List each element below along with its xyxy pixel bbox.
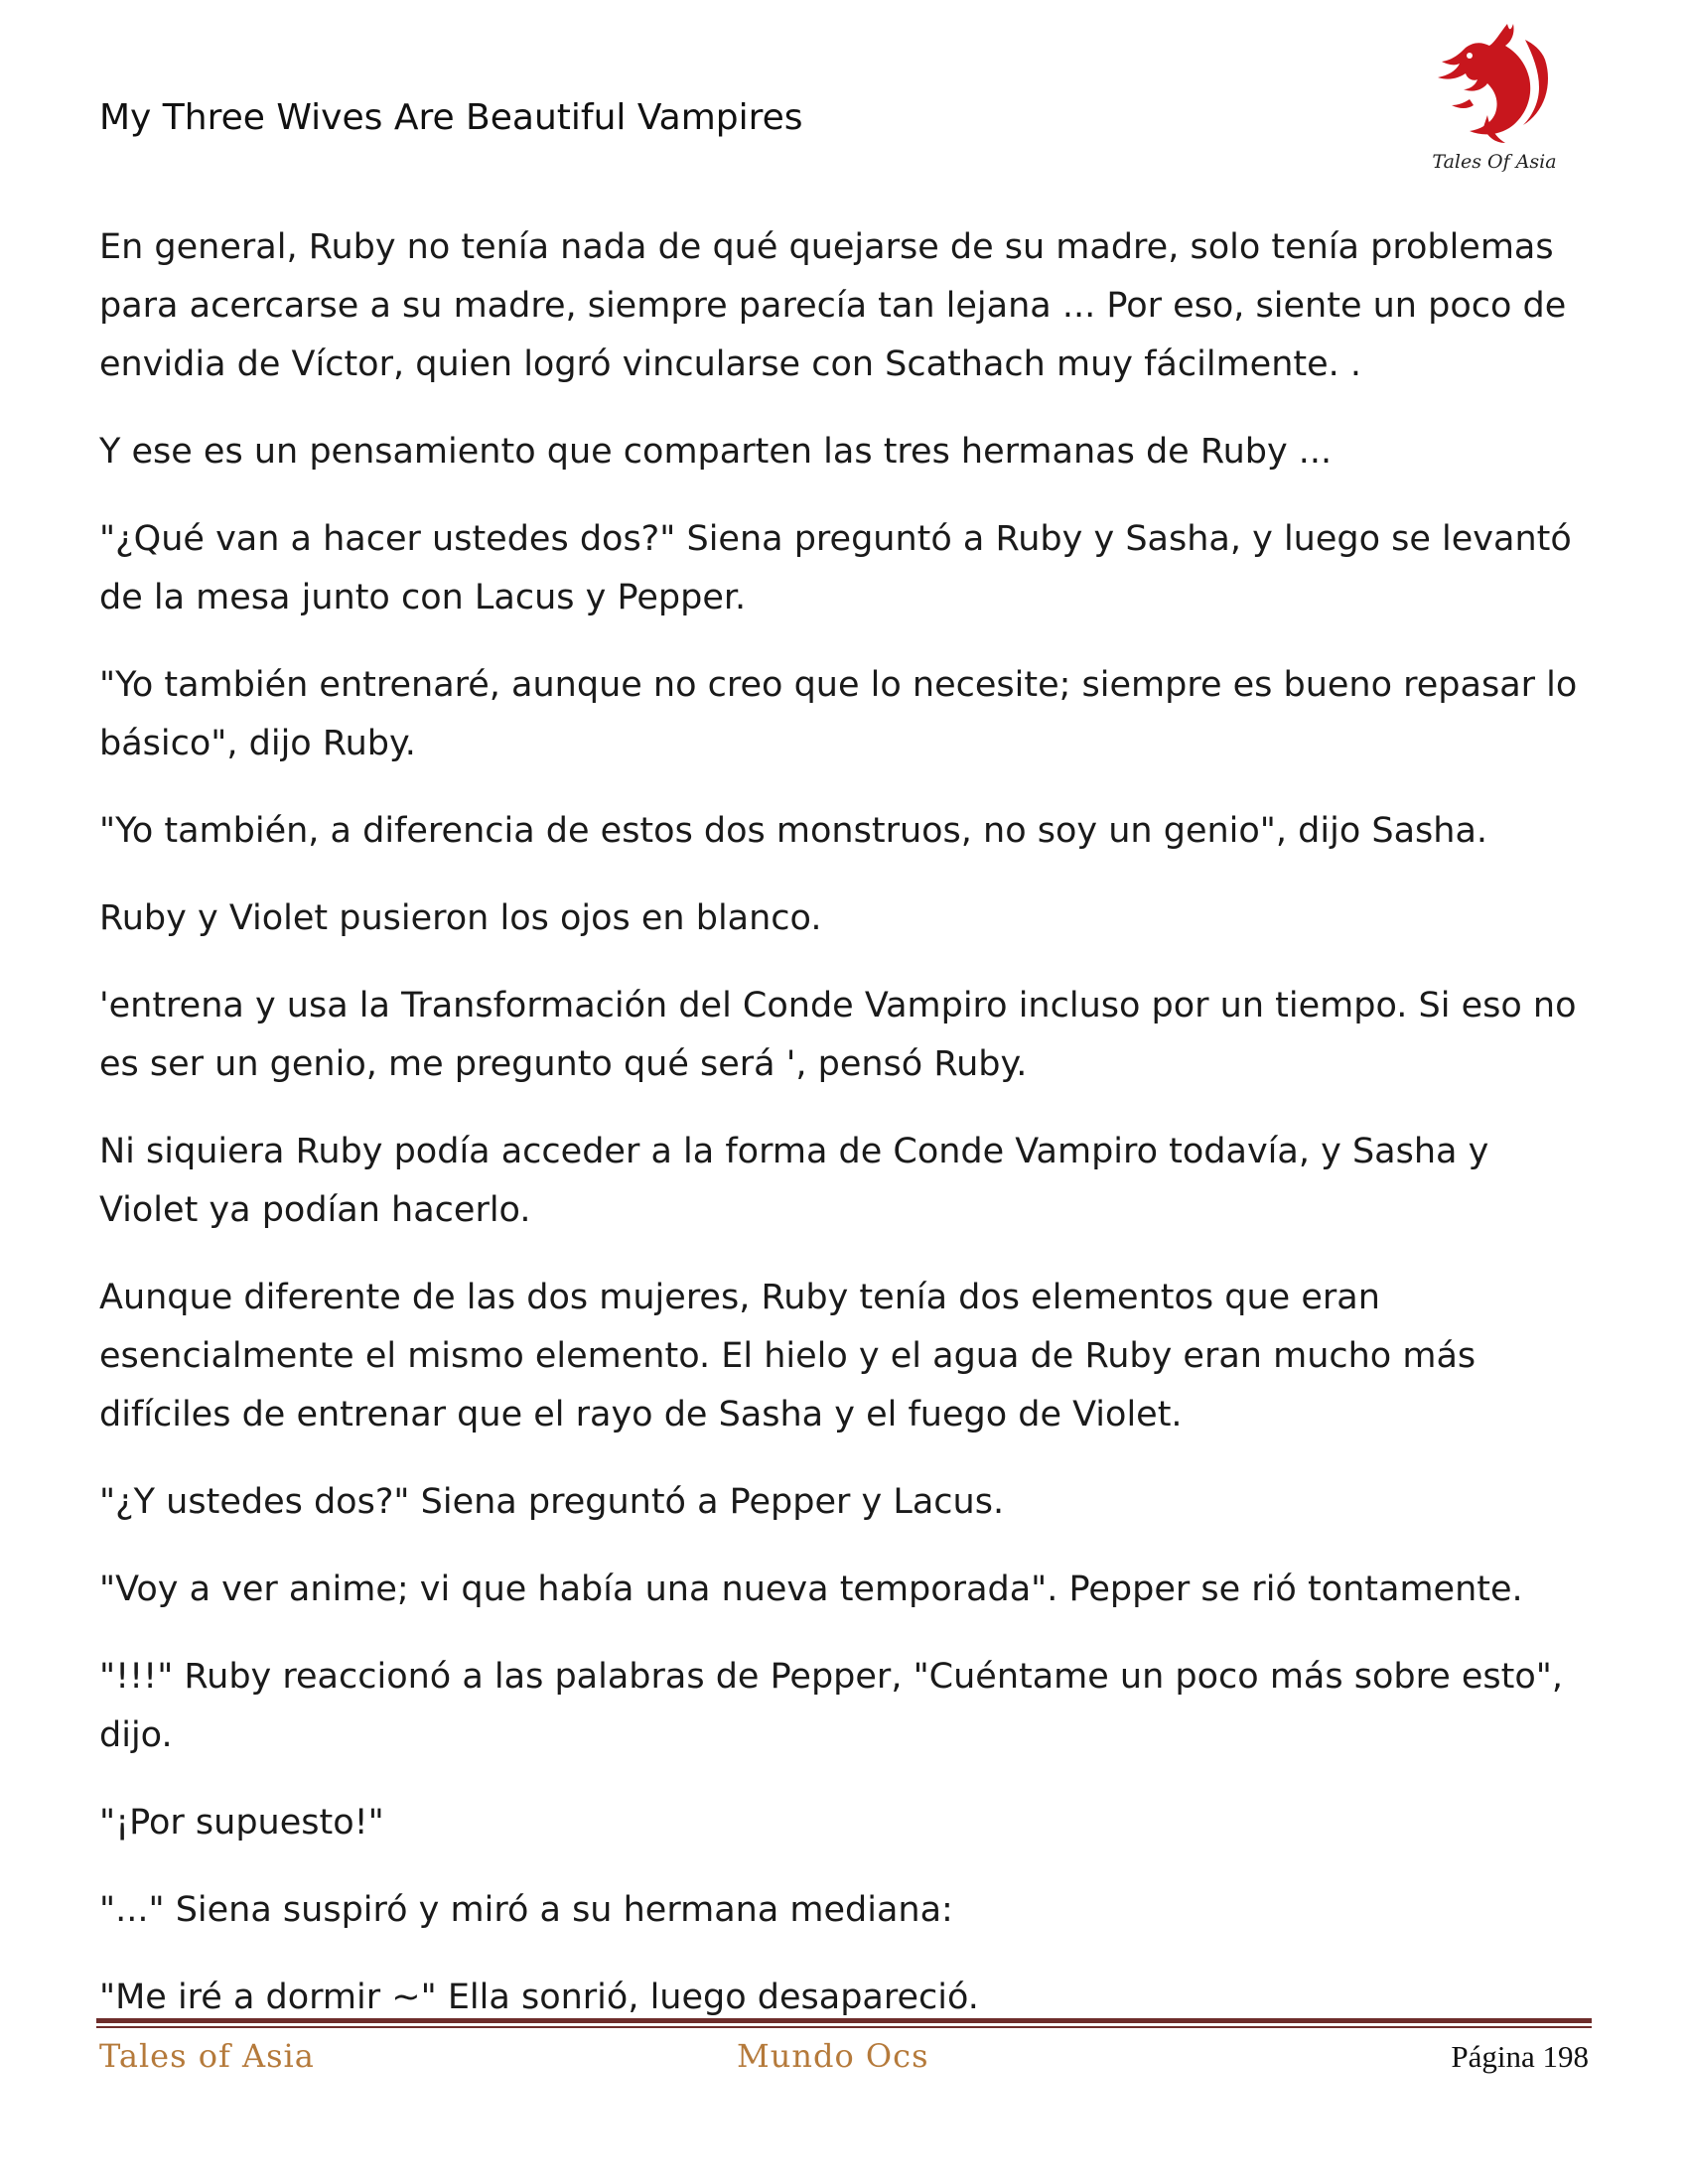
paragraph: "¡Por supuesto!"	[99, 1803, 384, 1843]
dragon-logo	[1430, 20, 1559, 179]
logo-text: Tales Of Asia	[1432, 151, 1557, 173]
page-body	[99, 218, 1589, 2056]
dragon-icon	[1430, 20, 1559, 154]
paragraph: Ni siquiera Ruby podía acceder a la forma de Conde Vampiro todavía, y Sasha y Violet ya podían hacerlo.	[99, 1132, 1489, 1230]
paragraph: "¿Y ustedes dos?" Siena preguntó a Pepper y Lacus.	[99, 1482, 1005, 1522]
paragraph: "Me iré a dormir ~" Ella sonrió, luego desapareció.	[99, 1978, 979, 2017]
paragraph: En general, Ruby no tenía nada de qué quejarse de su madre, solo tenía problemas para acercarse a su madre, siempre parecía tan lejana ... Por eso, siente un poco de envidia de Víctor, quien logró vincularse con Scathach muy fácilmente. .	[99, 227, 1567, 384]
footer-divider-thin	[96, 2026, 1592, 2028]
paragraph: Y ese es un pensamiento que comparten las tres hermanas de Ruby ...	[99, 432, 1333, 472]
footer-divider	[96, 2018, 1592, 2023]
paragraph: "¿Qué van a hacer ustedes dos?" Siena preguntó a Ruby y Sasha, y luego se levantó de la mesa junto con Lacus y Pepper.	[99, 519, 1572, 617]
paragraph: "!!!" Ruby reaccionó a las palabras de Pepper, "Cuéntame un poco más sobre esto", dijo.	[99, 1657, 1564, 1755]
footer-site-name: Tales of Asia	[99, 2037, 315, 2075]
paragraph: "Yo también entrenaré, aunque no creo que lo necesite; siempre es bueno repasar lo básico", dijo Ruby.	[99, 665, 1578, 763]
paragraph: Aunque diferente de las dos mujeres, Ruby tenía dos elementos que eran esencialmente el mismo elemento. El hielo y el agua de Ruby eran mucho más difíciles de entrenar que el rayo de Sasha y el fuego de Violet.	[99, 1278, 1477, 1434]
paragraph: "Voy a ver anime; vi que había una nueva temporada". Pepper se rió tontamente.	[99, 1570, 1523, 1609]
page-header-title: My Three Wives Are Beautiful Vampires	[99, 97, 803, 138]
paragraph: "..." Siena suspiró y miró a su hermana mediana:	[99, 1890, 953, 1930]
paragraph: "Yo también, a diferencia de estos dos monstruos, no soy un genio", dijo Sasha.	[99, 811, 1488, 851]
page-number: Página 198	[1451, 2039, 1589, 2074]
paragraph: Ruby y Violet pusieron los ojos en blanco.	[99, 898, 822, 938]
footer-source-name: Mundo Ocs	[737, 2037, 929, 2075]
paragraph: 'entrena y usa la Transformación del Conde Vampiro incluso por un tiempo. Si eso no es ser un genio, me pregunto qué será ', pensó Ruby.	[99, 986, 1577, 1084]
